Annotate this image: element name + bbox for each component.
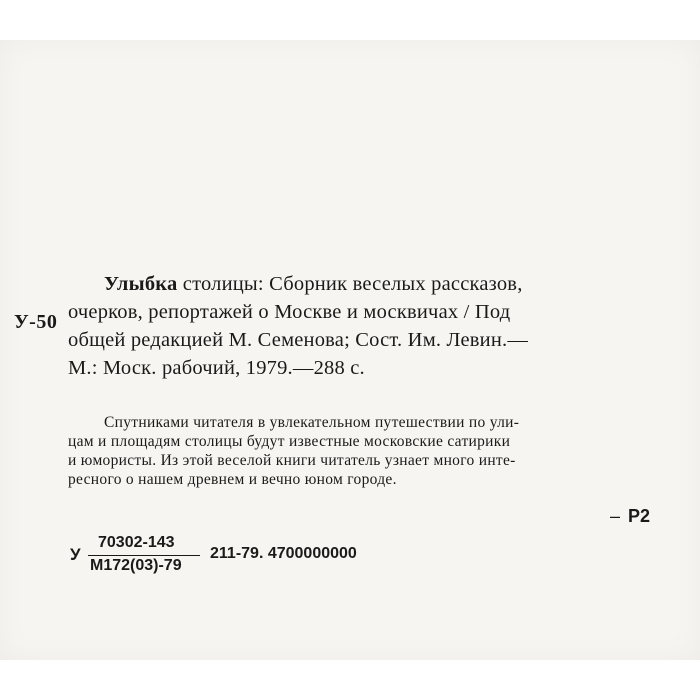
bib-line-2: очерков, репортажей о Москве и москвичах / Под <box>68 301 511 323</box>
fraction-bar <box>88 555 200 556</box>
annotation-line-4: ресного о нашем древнем и вечно юном городе. <box>68 471 397 488</box>
classification-rubric <box>610 506 650 527</box>
bib-line-4: М.: Моск. рабочий, 1979.—288 с. <box>68 357 365 379</box>
index-tail: 211-79. 4700000000 <box>210 545 357 562</box>
rubric-code: Р2 <box>628 506 651 526</box>
bib-line-1-rest: столицы: Сборник веселых рассказов, <box>177 273 523 295</box>
book-title-word: Улыбка <box>104 273 178 295</box>
bib-line-3: общей редакцией М. Семенова; Сост. Им. Левин.— <box>68 329 529 351</box>
bib-line-1 <box>104 270 523 298</box>
annotation-line-1: Спутниками читателя в увлекательном путешествии по ули- <box>104 414 520 431</box>
rubric-dash: – <box>610 506 621 526</box>
fraction-denominator: М172(03)-79 <box>90 557 182 574</box>
fraction-numerator: 70302-143 <box>98 534 175 551</box>
catalog-mark: У-50 <box>14 311 58 333</box>
book-page <box>0 40 700 660</box>
annotation-line-2: цам и площадям столицы будут известные московские сатирики <box>68 433 511 450</box>
index-letter: У <box>70 545 81 564</box>
annotation-line-3: и юмористы. Из этой веселой книги читатель узнает много инте- <box>68 452 516 469</box>
